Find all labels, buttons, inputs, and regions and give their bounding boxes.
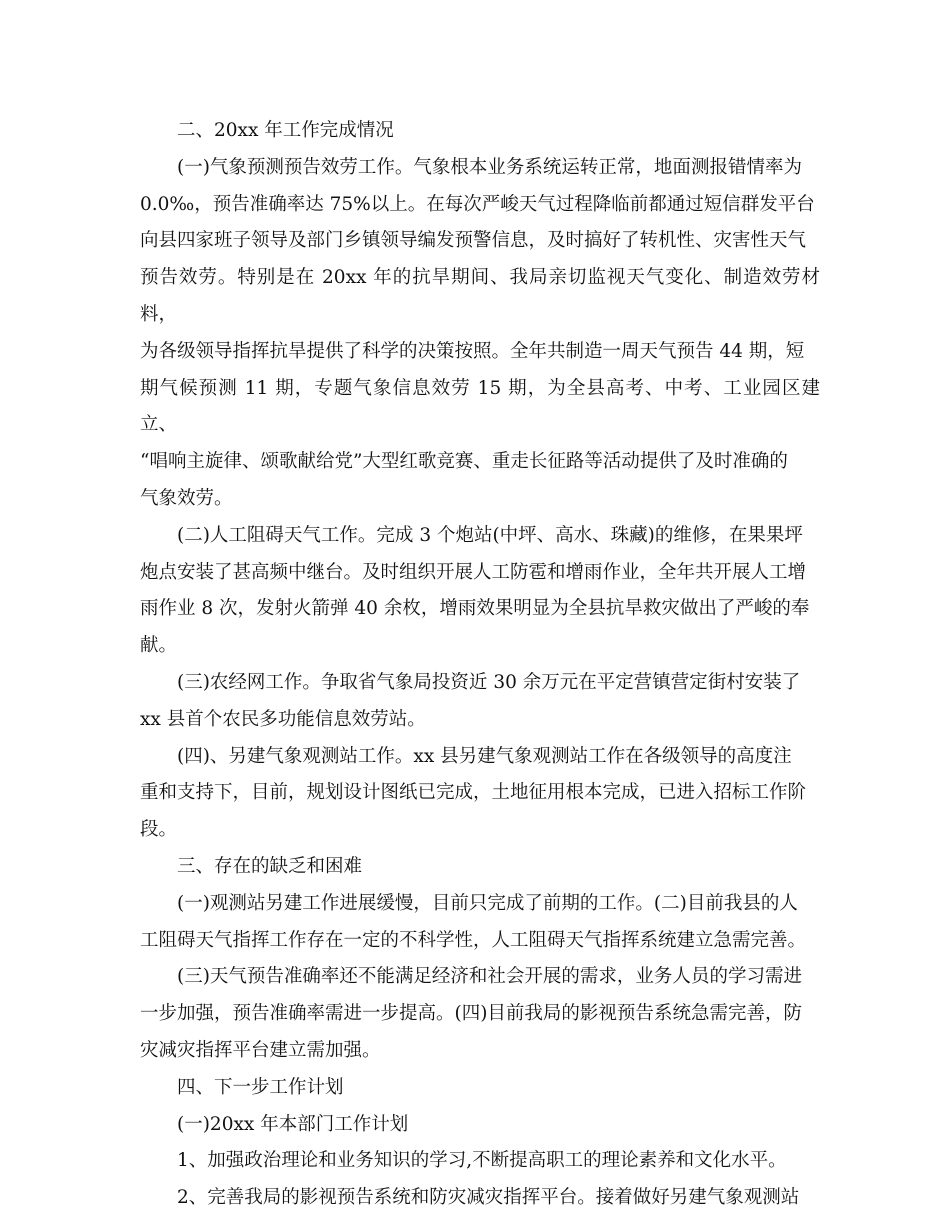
- text-line: “唱响主旋律、颂歌献给党”大型红歌竞赛、重走长征路等活动提供了及时准确的: [140, 451, 788, 473]
- text-line: 一步加强，预告准确率需进一步提高。(四)目前我局的影视预告系统急需完善，防: [140, 1003, 802, 1025]
- text-line: 雨作业 8 次，发射火箭弹 40 余枚，增雨效果明显为全县抗旱救灾做出了严峻的奉: [140, 598, 810, 620]
- text-line: 炮点安装了甚高频中继台。及时组织开展人工防雹和增雨作业，全年共开展人工增: [140, 561, 807, 583]
- text-line: (三)天气预告准确率还不能满足经济和社会开展的需求，业务人员的学习需进: [177, 966, 802, 988]
- section-heading-3: [140, 849, 820, 886]
- text-line: 气象效劳。: [140, 487, 233, 509]
- plan-item-1: [140, 1143, 820, 1180]
- text-line: 灾减灾指挥平台建立需加强。: [140, 1039, 381, 1061]
- subsection-heading: [140, 1107, 820, 1144]
- text-line: (一)气象预测预告效劳工作。气象根本业务系统运转正常，地面测报错情率为: [177, 156, 802, 178]
- paragraph-agri-network: [140, 665, 820, 739]
- text-line: 献。: [140, 635, 178, 657]
- text-line: 为各级领导指挥抗旱提供了科学的决策按照。全年共制造一周天气预告 44 期，短: [140, 340, 805, 362]
- section-heading-2: [140, 113, 820, 150]
- paragraph-difficulties-2: [140, 959, 820, 1069]
- paragraph-difficulties-1: [140, 886, 820, 960]
- text-line: 2、完善我局的影视预告系统和防灾减灾指挥平台。接着做好另建气象观测站: [177, 1187, 800, 1209]
- text-line: 0.0‰，预告准确率达 75%以上。在每次严峻天气过程降临前都通过短信群发平台: [140, 193, 815, 215]
- text-line: 段。: [140, 819, 178, 841]
- paragraph-forecast-service: [140, 150, 820, 518]
- text-line: (四)、另建气象观测站工作。xx 县另建气象观测站工作在各级领导的高度注: [177, 745, 792, 767]
- text-line: 四、下一步工作计划: [177, 1076, 344, 1098]
- text-line: (二)人工阻碍天气工作。完成 3 个炮站(中坪、高水、珠藏)的维修，在果果坪: [177, 524, 803, 546]
- text-line: (一)观测站另建工作进展缓慢，目前只完成了前期的工作。(二)目前我县的人: [177, 892, 798, 914]
- text-line: 向县四家班子领导及部门乡镇领导编发预警信息，及时搞好了转机性、灾害性天气: [140, 230, 807, 252]
- text-line: 重和支持下，目前，规划设计图纸已完成，土地征用根本完成，已进入招标工作阶: [140, 782, 807, 804]
- paragraph-weather-modification: [140, 518, 820, 665]
- text-line: xx 县首个农民多功能信息效劳站。: [140, 708, 426, 730]
- text-line: 期气候预测 11 期，专题气象信息效劳 15 期，为全县高考、中考、工业园区建立、: [140, 377, 820, 436]
- text-line: 预告效劳。特别是在 20xx 年的抗旱期间、我局亲切监视天气变化、制造效劳材料，: [140, 267, 820, 325]
- text-line: (三)农经网工作。争取省气象局投资近 30 余万元在平定营镇营定街村安装了: [177, 671, 801, 693]
- paragraph-observation-station: [140, 739, 820, 849]
- text-line: 1、加强政治理论和业务知识的学习,不断提高职工的理论素养和文化水平。: [177, 1150, 787, 1172]
- text-line: 三、存在的缺乏和困难: [177, 855, 363, 877]
- text-line: 二、20xx 年工作完成情况: [177, 120, 394, 141]
- text-line: (一)20xx 年本部门工作计划: [177, 1113, 409, 1135]
- section-heading-4: [140, 1070, 820, 1107]
- text-line: 工阻碍天气指挥工作存在一定的不科学性，人工阻碍天气指挥系统建立急需完善。: [140, 929, 807, 951]
- plan-item-2: [140, 1180, 820, 1217]
- document-body: [140, 113, 820, 1217]
